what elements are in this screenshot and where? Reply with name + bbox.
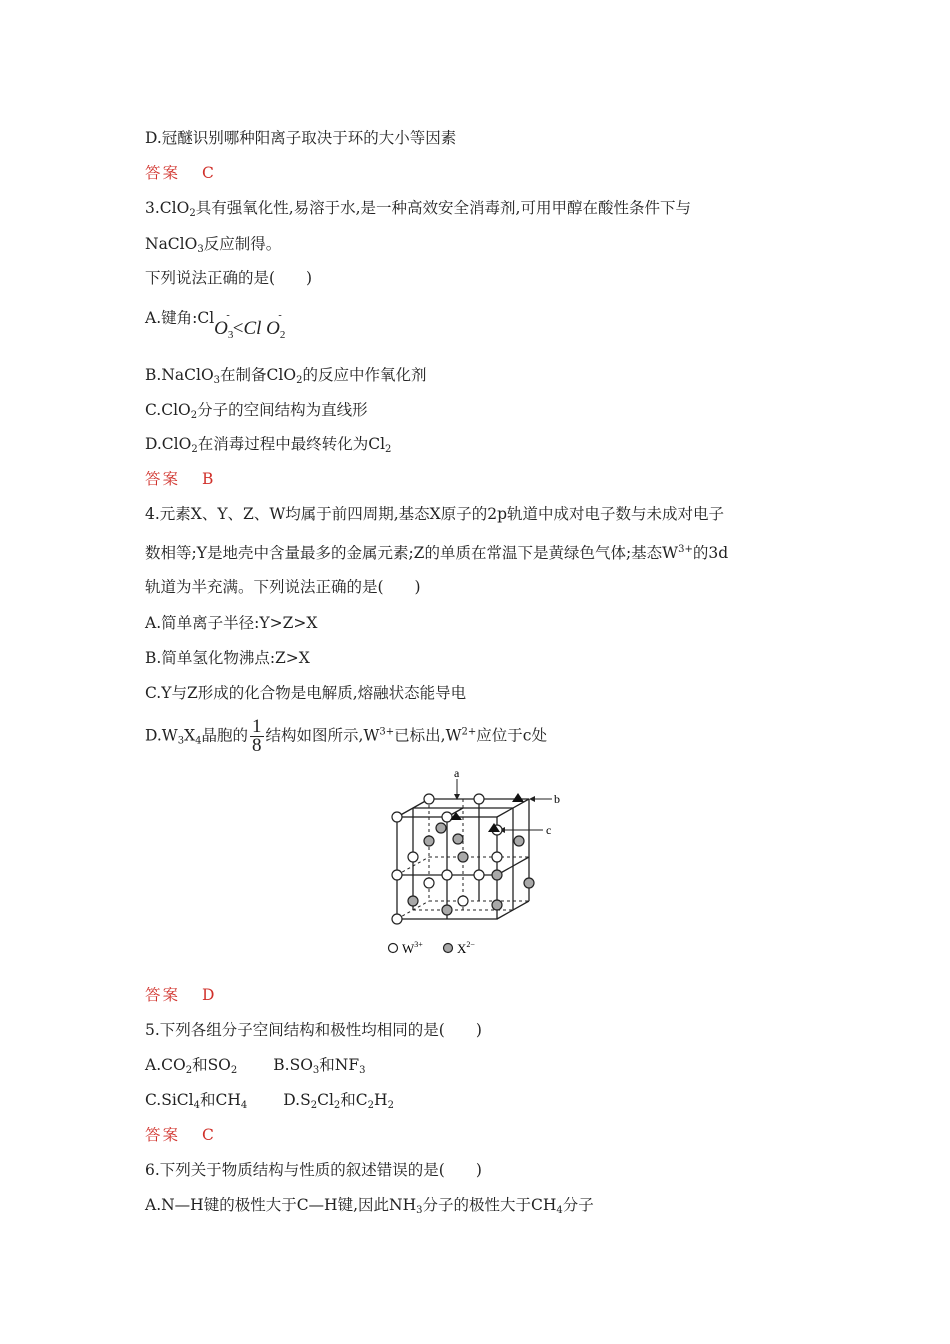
q4-option-a: A.简单离子半径:Y>Z>X — [145, 614, 318, 632]
q4-stem-line1: 4.元素X、Y、Z、W均属于前四周期,基态X原子的2p轨道中成对电子数与未成对电子 — [145, 505, 725, 523]
q4-answer — [145, 984, 214, 1006]
answer-value: C — [202, 164, 214, 182]
q3-option-c: C.ClO$_2$分子的空间结构为直线形 — [145, 401, 368, 421]
q3-option-a-formula: $O_3^-<Cl$ $O_2^-$ — [214, 310, 286, 341]
q3-stem-text: 反应制得。 — [203, 235, 282, 253]
legend-w-icon — [389, 944, 398, 953]
label-a: a — [454, 766, 460, 780]
fraction-one-eighth: $\frac{1}{8}$ — [252, 716, 262, 756]
q4-option-b: B.简单氢化物沸点:Z>X — [145, 649, 310, 667]
q6-stem: 6.下列关于物质结构与性质的叙述错误的是( ) — [145, 1161, 482, 1179]
q5-option-d: $D.S_2Cl_2$和$C_2H_2$ — [283, 1091, 394, 1111]
legend-w-label: $W^{3+}$ — [402, 940, 423, 956]
answer-value: D — [202, 986, 215, 1004]
q5-option-c: C.SiCl$_4$和$CH_4$ — [145, 1091, 248, 1111]
q3-stem-text: NaClO — [145, 235, 198, 253]
q5-answer — [145, 1124, 214, 1146]
q5-option-a: $A.CO_2$和$SO_2$ — [145, 1056, 238, 1076]
q3-stem-text: 具有强氧化性,易溶于水,是一种高效安全消毒剂,可用甲醇在酸性条件下与 — [195, 199, 691, 217]
q3-option-d: D.ClO$_2$在消毒过程中最终转化为$Cl_2$ — [145, 435, 392, 455]
q4-stem-line3: 轨道为半充满。下列说法正确的是( ) — [145, 578, 421, 596]
answer-label: 答案 — [145, 1126, 181, 1144]
answer-label: 答案 — [145, 470, 181, 488]
label-c: c — [546, 823, 552, 837]
answer-label: 答案 — [145, 164, 181, 182]
answer-value: C — [202, 1126, 214, 1144]
q5-stem: 5.下列各组分子空间结构和极性均相同的是( ) — [145, 1021, 482, 1039]
q3-answer — [145, 468, 213, 490]
answer-value: B — [202, 470, 214, 488]
q4-option-c: C.Y与Z形成的化合物是电解质,熔融状态能导电 — [145, 684, 467, 702]
q5-options-cd — [145, 1089, 394, 1117]
q3-stem-text: 3.ClO — [145, 199, 190, 217]
q4-stem-line2: 数相等;Y是地壳中含量最多的金属元素;Z的单质在常温下是黄绿色气体;基态$W^{3+}$的3d — [145, 544, 729, 562]
label-b: b — [554, 792, 560, 806]
q2-answer — [145, 162, 214, 184]
q5-options-ab — [145, 1054, 366, 1082]
q3-stem-line1: 3.ClO$_2$具有强氧化性,易溶于水,是一种高效安全消毒剂,可用甲醇在酸性条件下与 — [145, 199, 691, 219]
q3-option-b: B.NaClO$_3$在制备ClO$_2$的反应中作氧化剂 — [145, 366, 427, 386]
q2-option-d: D.冠醚识别哪种阳离子取决于环的大小等因素 — [145, 129, 457, 147]
legend-x-icon — [444, 944, 453, 953]
q6-option-a: A.N—H键的极性大于C—H键,因此$NH_3$分子的极性大于$CH_4$分子 — [145, 1196, 594, 1216]
legend — [389, 940, 476, 956]
q3-stem-line3: 下列说法正确的是( ) — [145, 269, 313, 287]
crystal-cell-diagram — [380, 765, 580, 960]
legend-x-label: $X^{2-}$ — [457, 940, 475, 956]
q3-option-a-text: A.键角:Cl — [145, 309, 215, 327]
answer-label: 答案 — [145, 986, 181, 1004]
q3-option-a — [145, 307, 289, 341]
q3-stem-line2: NaClO$_3$反应制得。 — [145, 235, 282, 255]
q5-option-b: $B.SO_3$和$NF_3$ — [273, 1056, 366, 1076]
q4-option-d: $D.W_3X_4$晶胞的 $\frac{1}{8}$ 结构如图所示$,W^{3+}$已标出$,W^{2+}$应位于c处 — [145, 716, 547, 756]
crystal-structure-figure — [380, 765, 580, 964]
